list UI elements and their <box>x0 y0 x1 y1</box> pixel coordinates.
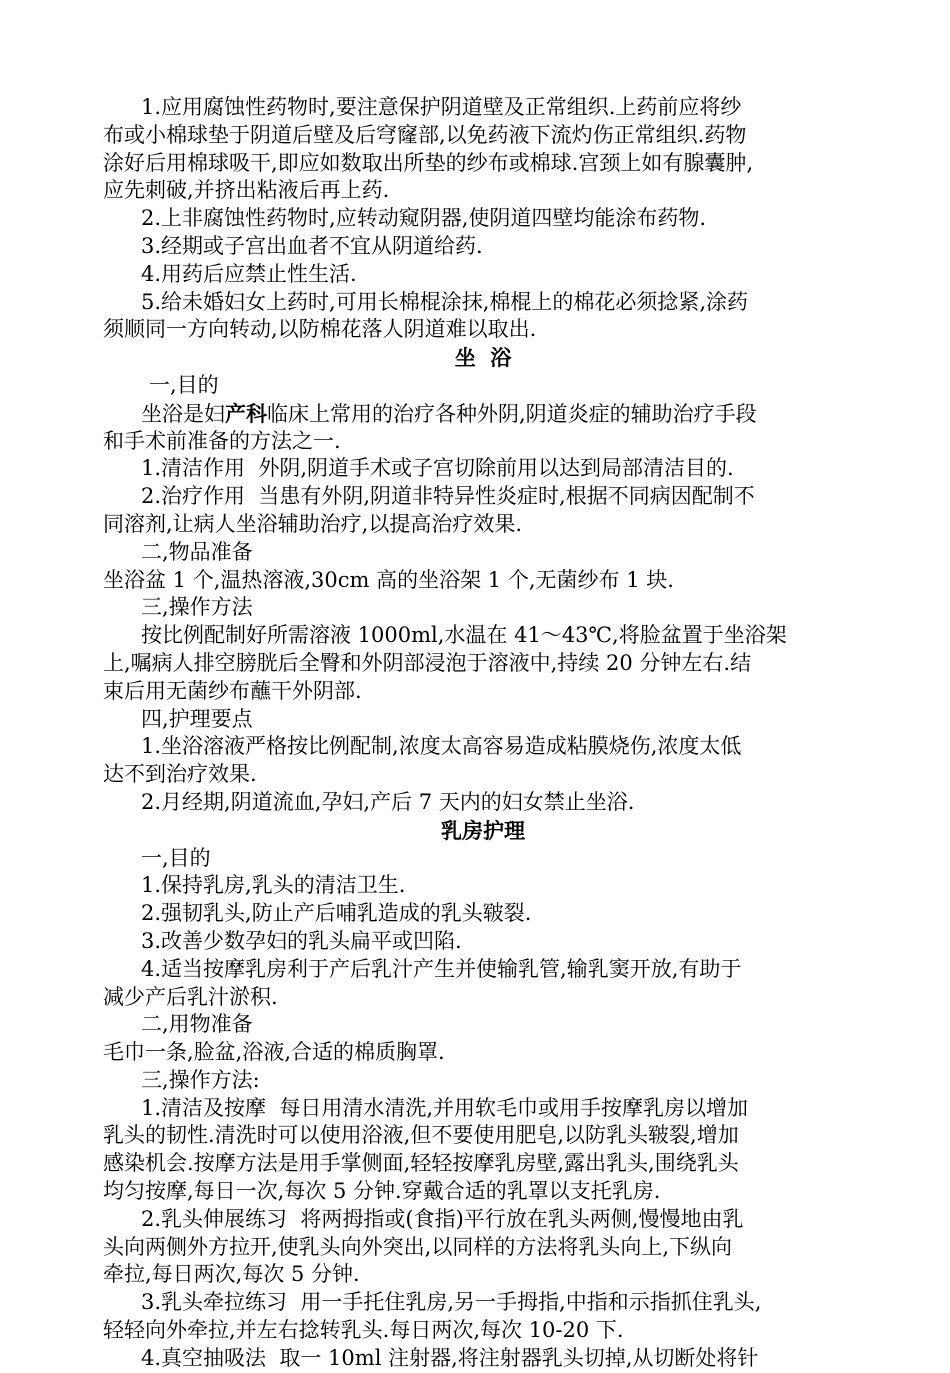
paragraph-line: 3.乳头牵拉练习 用一手托住乳房,另一手拇指,中指和示指抓住乳头, <box>141 1290 762 1315</box>
section-title-breast-care: 乳房护理 <box>441 817 525 843</box>
paragraph-line: 须顺同一方向转动,以防棉花落人阴道难以取出. <box>103 317 537 342</box>
paragraph-line: 轻轻向外牵拉,并左右捻转乳头.每日两次,每次 10-20 下. <box>103 1318 624 1343</box>
paragraph-line: 2.治疗作用 当患有外阴,阴道非特异性炎症时,根据不同病因配制不 <box>141 484 755 509</box>
paragraph-line: 1.清洁及按摩 每日用清水清洗,并用软毛巾或用手按摩乳房以增加 <box>141 1095 749 1120</box>
subheading: 二,物品准备 <box>141 539 253 564</box>
paragraph-line: 同溶剂,让病人坐浴辅助治疗,以提高治疗效果. <box>103 511 523 536</box>
paragraph-line: 牵拉,每日两次,每次 5 分钟. <box>103 1262 360 1287</box>
paragraph-line: 2.月经期,阴道流血,孕妇,产后 7 天内的妇女禁止坐浴. <box>141 789 635 814</box>
paragraph-line: 5.给未婚妇女上药时,可用长棉棍涂抹,棉棍上的棉花必须捻紧,涂药 <box>141 289 749 314</box>
subheading: 三,操作方法 <box>141 595 253 620</box>
paragraph-line: 应先刺破,并挤出粘液后再上药. <box>103 178 390 203</box>
text-run: 临床上常用的治疗各种外阴,阴道炎症的辅助治疗手段 <box>267 401 757 426</box>
document-page <box>103 94 863 1373</box>
paragraph-line: 毛巾一条,脸盆,浴液,合适的棉质胸罩. <box>103 1040 445 1065</box>
paragraph-line: 布或小棉球垫于阴道后壁及后穹窿部,以免药液下流灼伤正常组织.药物 <box>103 122 747 147</box>
paragraph-line: 4.真空抽吸法 取一 10ml 注射器,将注射器乳头切掉,从切断处将针 <box>141 1345 759 1370</box>
paragraph-line: 达不到治疗效果. <box>103 762 257 787</box>
paragraph-line: 1.坐浴溶液严格按比例配制,浓度太高容易造成粘膜烧伤,浓度太低 <box>141 734 742 759</box>
subheading: 二,用物准备 <box>141 1012 253 1037</box>
paragraph-line: 3.改善少数孕妇的乳头扁平或凹陷. <box>141 928 462 953</box>
subheading: 一,目的 <box>141 845 211 870</box>
paragraph-line: 均匀按摩,每日一次,每次 5 分钟.穿戴合适的乳罩以支托乳房. <box>103 1179 661 1204</box>
bold-keyword: 产科 <box>225 400 267 426</box>
text-run: 坐浴是妇 <box>141 401 225 426</box>
paragraph-line: 上,嘱病人排空膀胱后全臀和外阴部浸泡于溶液中,持续 20 分钟左右.结 <box>103 650 752 675</box>
paragraph-line: 和手术前准备的方法之一. <box>103 428 341 453</box>
paragraph-line: 减少产后乳汁淤积. <box>103 984 278 1009</box>
paragraph-line: 1.保持乳房,乳头的清洁卫生. <box>141 873 406 898</box>
paragraph-line: 涂好后用棉球吸干,即应如数取出所垫的纱布或棉球.宫颈上如有腺囊肿, <box>103 150 754 175</box>
paragraph-line: 4.用药后应禁止性生活. <box>141 261 357 286</box>
paragraph-line: 1.应用腐蚀性药物时,要注意保护阴道壁及正常组织.上药前应将纱 <box>141 95 742 119</box>
paragraph-line: 感染机会.按摩方法是用手掌侧面,轻轻按摩乳房壁,露出乳头,围绕乳头 <box>103 1151 739 1176</box>
paragraph-line: 1.清洁作用 外阴,阴道手术或子宫切除前用以达到局部清洁目的. <box>141 456 734 481</box>
paragraph-line: 按比例配制好所需溶液 1000ml,水温在 41～43℃,将脸盆置于坐浴架 <box>141 623 787 648</box>
paragraph-line: 乳头的韧性.清洗时可以使用浴液,但不要使用肥皂,以防乳头皲裂,增加 <box>103 1123 739 1148</box>
paragraph-line: 2.强韧乳头,防止产后哺乳造成的乳头皲裂. <box>141 901 532 926</box>
subheading: 四,护理要点 <box>141 706 253 731</box>
paragraph-line: 3.经期或子宫出血者不宜从阴道给药. <box>141 233 483 258</box>
paragraph-line: 2.上非腐蚀性药物时,应转动窥阴器,使阴道四壁均能涂布药物. <box>141 206 707 231</box>
subheading: 一,目的 <box>149 372 219 397</box>
paragraph-line: 4.适当按摩乳房利于产后乳汁产生并使输乳管,输乳窦开放,有助于 <box>141 956 742 981</box>
paragraph-line: 坐浴盆 1 个,温热溶液,30cm 高的坐浴架 1 个,无菌纱布 1 块. <box>103 567 674 592</box>
section-title-sitz-bath: 坐 浴 <box>454 345 512 371</box>
paragraph-line: 头向两侧外方拉开,使乳头向外突出,以同样的方法将乳头向上,下纵向 <box>103 1234 733 1259</box>
paragraph-line <box>103 400 863 428</box>
subheading: 三,操作方法: <box>141 1067 260 1092</box>
paragraph-line: 2.乳头伸展练习 将两拇指或(食指)平行放在乳头两侧,慢慢地由乳 <box>141 1206 744 1231</box>
paragraph-line: 束后用无菌纱布蘸干外阴部. <box>103 678 362 703</box>
